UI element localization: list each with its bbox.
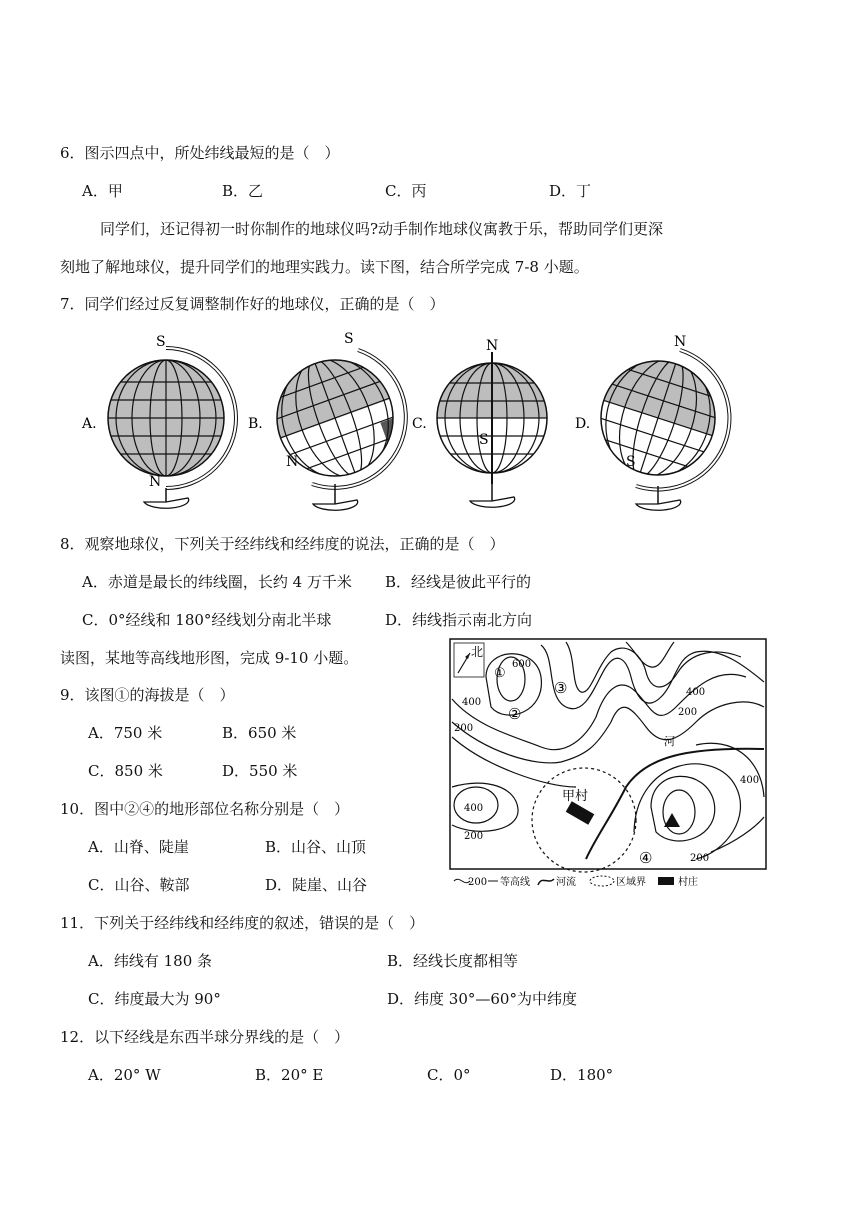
q11-option-c: C．纬度最大为 90° bbox=[88, 990, 221, 1008]
globe-d-bottom-pole: S bbox=[626, 454, 636, 470]
q9-option-b: B．650 米 bbox=[222, 724, 297, 742]
question-10-stem: 10．图中②④的地形部位名称分别是（ ） bbox=[60, 800, 350, 818]
contour-map bbox=[446, 637, 772, 895]
question-7-stem: 7．同学们经过反复调整制作好的地球仪，正确的是（ ） bbox=[60, 295, 445, 313]
marker-2: ② bbox=[508, 705, 522, 723]
question-12-stem: 12．以下经线是东西半球分界线的是（ ） bbox=[60, 1028, 350, 1046]
contour-label-400-a: 400 bbox=[462, 697, 482, 708]
contour-label-400-b: 400 bbox=[464, 803, 484, 814]
q6-option-a: A．甲 bbox=[82, 182, 123, 200]
q10-option-b: B．山谷、山顶 bbox=[265, 838, 367, 856]
q8-option-a: A．赤道是最长的纬线圈，长约 4 万千米 bbox=[82, 573, 352, 591]
legend-boundary: 区域界 bbox=[616, 877, 646, 888]
q11-option-a: A．纬线有 180 条 bbox=[88, 952, 212, 970]
globe-b-bottom-pole: N bbox=[286, 454, 299, 470]
question-6-stem: 6．图示四点中，所处纬线最短的是（ ） bbox=[60, 144, 340, 162]
q12-option-b: B．20° E bbox=[255, 1066, 324, 1084]
village-label: 甲村 bbox=[562, 789, 589, 804]
globe-a-label: A. bbox=[82, 416, 97, 432]
globe-b-top-pole: S bbox=[344, 331, 354, 347]
q9-option-a: A．750 米 bbox=[88, 724, 163, 742]
q9-option-c: C．850 米 bbox=[88, 762, 163, 780]
q11-option-d: D．纬度 30°—60°为中纬度 bbox=[387, 990, 577, 1008]
globe-c bbox=[412, 338, 556, 507]
q12-option-a: A．20° W bbox=[88, 1066, 161, 1084]
contour-label-600: 600 bbox=[512, 659, 532, 670]
q12-option-d: D．180° bbox=[550, 1066, 614, 1084]
contour-label-200-c: 200 bbox=[678, 707, 698, 718]
question-8-stem: 8．观察地球仪，下列关于经纬线和经纬度的说法，正确的是（ ） bbox=[60, 535, 505, 553]
globe-b-label: B. bbox=[248, 416, 263, 432]
q6-option-b: B．乙 bbox=[222, 182, 264, 200]
contour-label-400-d: 400 bbox=[740, 775, 760, 786]
globes-figure bbox=[76, 326, 736, 516]
q8-option-b: B．经线是彼此平行的 bbox=[385, 573, 532, 591]
globe-a-bottom-pole: N bbox=[149, 474, 162, 490]
globe-d bbox=[562, 326, 736, 512]
contour-label-400-c: 400 bbox=[686, 687, 706, 698]
contour-label-200-d: 200 bbox=[690, 853, 710, 864]
question-11-stem: 11．下列关于经纬线和经纬度的叙述，错误的是（ ） bbox=[60, 914, 425, 932]
contour-label-200-b: 200 bbox=[464, 831, 484, 842]
q8-option-d: D．纬线指示南北方向 bbox=[385, 611, 533, 629]
contour-label-200-a: 200 bbox=[454, 723, 474, 734]
question-9-stem: 9．该图①的海拔是（ ） bbox=[60, 686, 235, 704]
legend-river: 河流 bbox=[556, 877, 576, 888]
map-legend bbox=[454, 875, 698, 888]
intro-7-8-line2: 刻地了解地球仪，提升同学们的地理实践力。读下图，结合所学完成 7-8 小题。 bbox=[60, 258, 589, 276]
north-arrow-icon bbox=[454, 643, 484, 677]
marker-3: ③ bbox=[554, 679, 568, 697]
marker-4: ④ bbox=[639, 849, 653, 867]
globe-c-bottom-pole: S bbox=[479, 432, 489, 448]
legend-village: 村庄 bbox=[678, 877, 698, 888]
legend-contour-value: 200 bbox=[468, 877, 488, 888]
q10-option-d: D．陡崖、山谷 bbox=[265, 876, 368, 894]
q9-option-d: D．550 米 bbox=[222, 762, 298, 780]
q11-option-b: B．经线长度都相等 bbox=[387, 952, 519, 970]
legend-contour: 等高线 bbox=[500, 877, 530, 888]
q6-option-d: D．丁 bbox=[549, 182, 592, 200]
globe-a-top-pole: S bbox=[156, 334, 166, 350]
globe-a bbox=[81, 334, 236, 508]
globe-c-top-pole: N bbox=[486, 338, 499, 354]
marker-1: ① bbox=[494, 666, 506, 681]
globe-d-top-pole: N bbox=[674, 334, 687, 350]
q10-option-a: A．山脊、陡崖 bbox=[88, 838, 189, 856]
q10-option-c: C．山谷、鞍部 bbox=[88, 876, 190, 894]
intro-7-8-line1: 同学们，还记得初一时你制作的地球仪吗?动手制作地球仪寓教于乐，帮助同学们更深 bbox=[100, 220, 664, 238]
globe-c-label: C. bbox=[412, 416, 427, 432]
north-label: 北 bbox=[471, 645, 484, 659]
q8-option-c: C．0°经线和 180°经线划分南北半球 bbox=[82, 611, 332, 629]
globe-b bbox=[236, 326, 436, 514]
q6-option-c: C．丙 bbox=[385, 182, 427, 200]
q12-option-c: C．0° bbox=[427, 1066, 471, 1084]
river-label: 河 bbox=[664, 735, 675, 748]
intro-9-10: 读图，某地等高线地形图，完成 9-10 小题。 bbox=[60, 649, 359, 667]
globe-d-label: D. bbox=[575, 416, 591, 432]
